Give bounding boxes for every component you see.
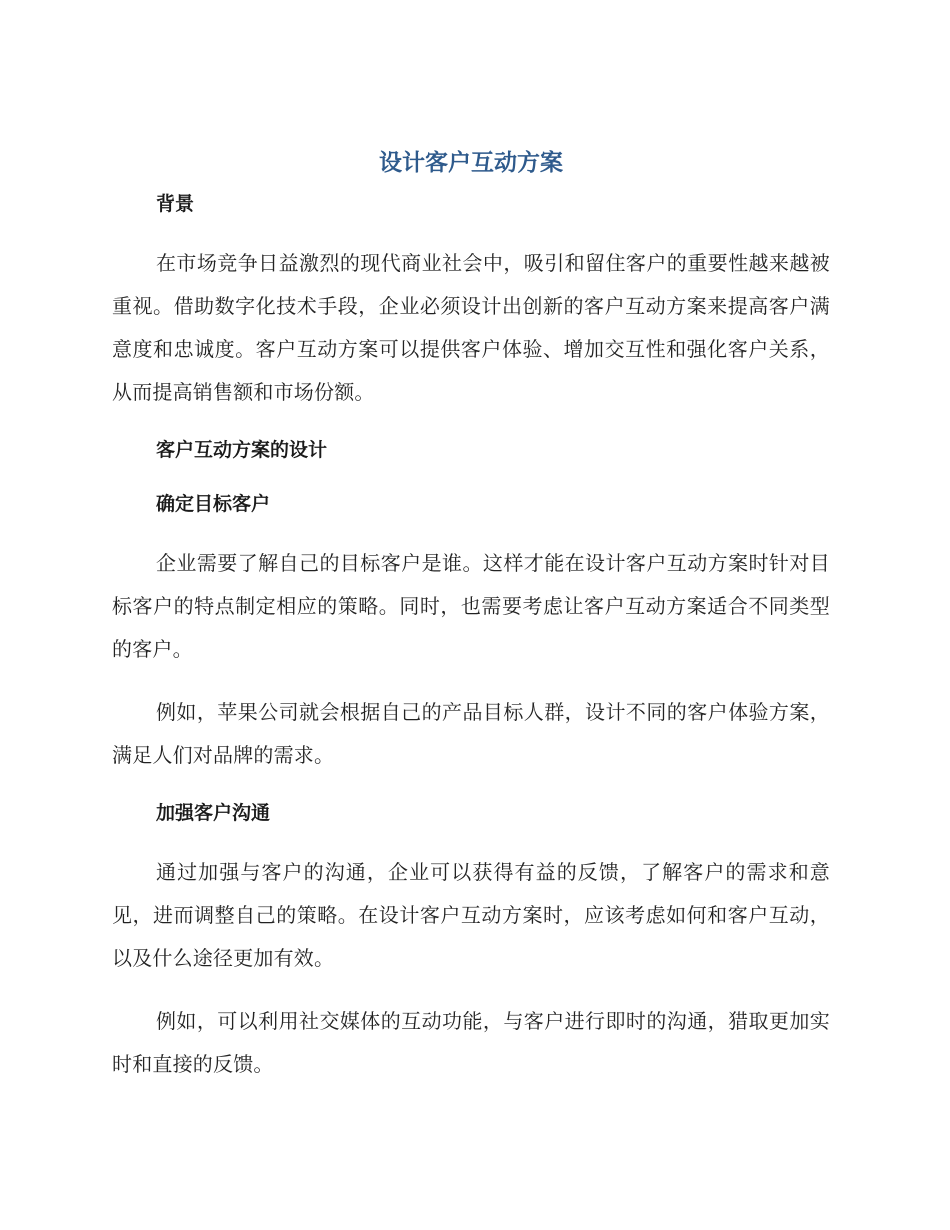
paragraph-communication-1: 通过加强与客户的沟通，企业可以获得有益的反馈，了解客户的需求和意见，进而调整自己的策略。在设计客户互动方案时，应该考虑如何和客户互动，以及什么途径更加有效。 — [112, 860, 830, 970]
spacer — [112, 829, 830, 851]
spacer — [112, 777, 830, 797]
section-heading-design: 客户互动方案的设计 — [156, 439, 328, 461]
spacer — [112, 980, 830, 1000]
spacer — [112, 466, 830, 488]
subsection-heading-communication: 加强客户沟通 — [156, 802, 271, 824]
paragraph-communication-2: 例如，可以利用社交媒体的互动功能，与客户进行即时的沟通，猎取更加实时和直接的反馈。 — [112, 1009, 830, 1076]
paragraph-target-customers-1: 企业需要了解自己的目标客户是谁。这样才能在设计客户互动方案时针对目标客户的特点制定相应的策略。同时，也需要考虑让客户互动方案适合不同类型的客户。 — [112, 551, 830, 661]
document-title: 设计客户互动方案 — [379, 150, 563, 176]
section-heading-background: 背景 — [156, 193, 195, 215]
paragraph-target-customers-2: 例如，苹果公司就会根据自己的产品目标人群，设计不同的客户体验方案，满足人们对品牌的需求。 — [112, 700, 830, 767]
spacer — [112, 520, 830, 542]
paragraph-background: 在市场竞争日益激烈的现代商业社会中，吸引和留住客户的重要性越来越被重视。借助数字化技术手段，企业必须设计出创新的客户互动方案来提高客户满意度和忠诚度。客户互动方案可以提供客户体验、增加交互性和强化客户关系，从而提高销售额和市场份额。 — [112, 251, 830, 404]
document-body — [112, 140, 830, 1086]
spacer — [112, 220, 830, 242]
spacer — [112, 671, 830, 691]
spacer — [112, 414, 830, 434]
subsection-heading-target-customers: 确定目标客户 — [156, 493, 271, 515]
